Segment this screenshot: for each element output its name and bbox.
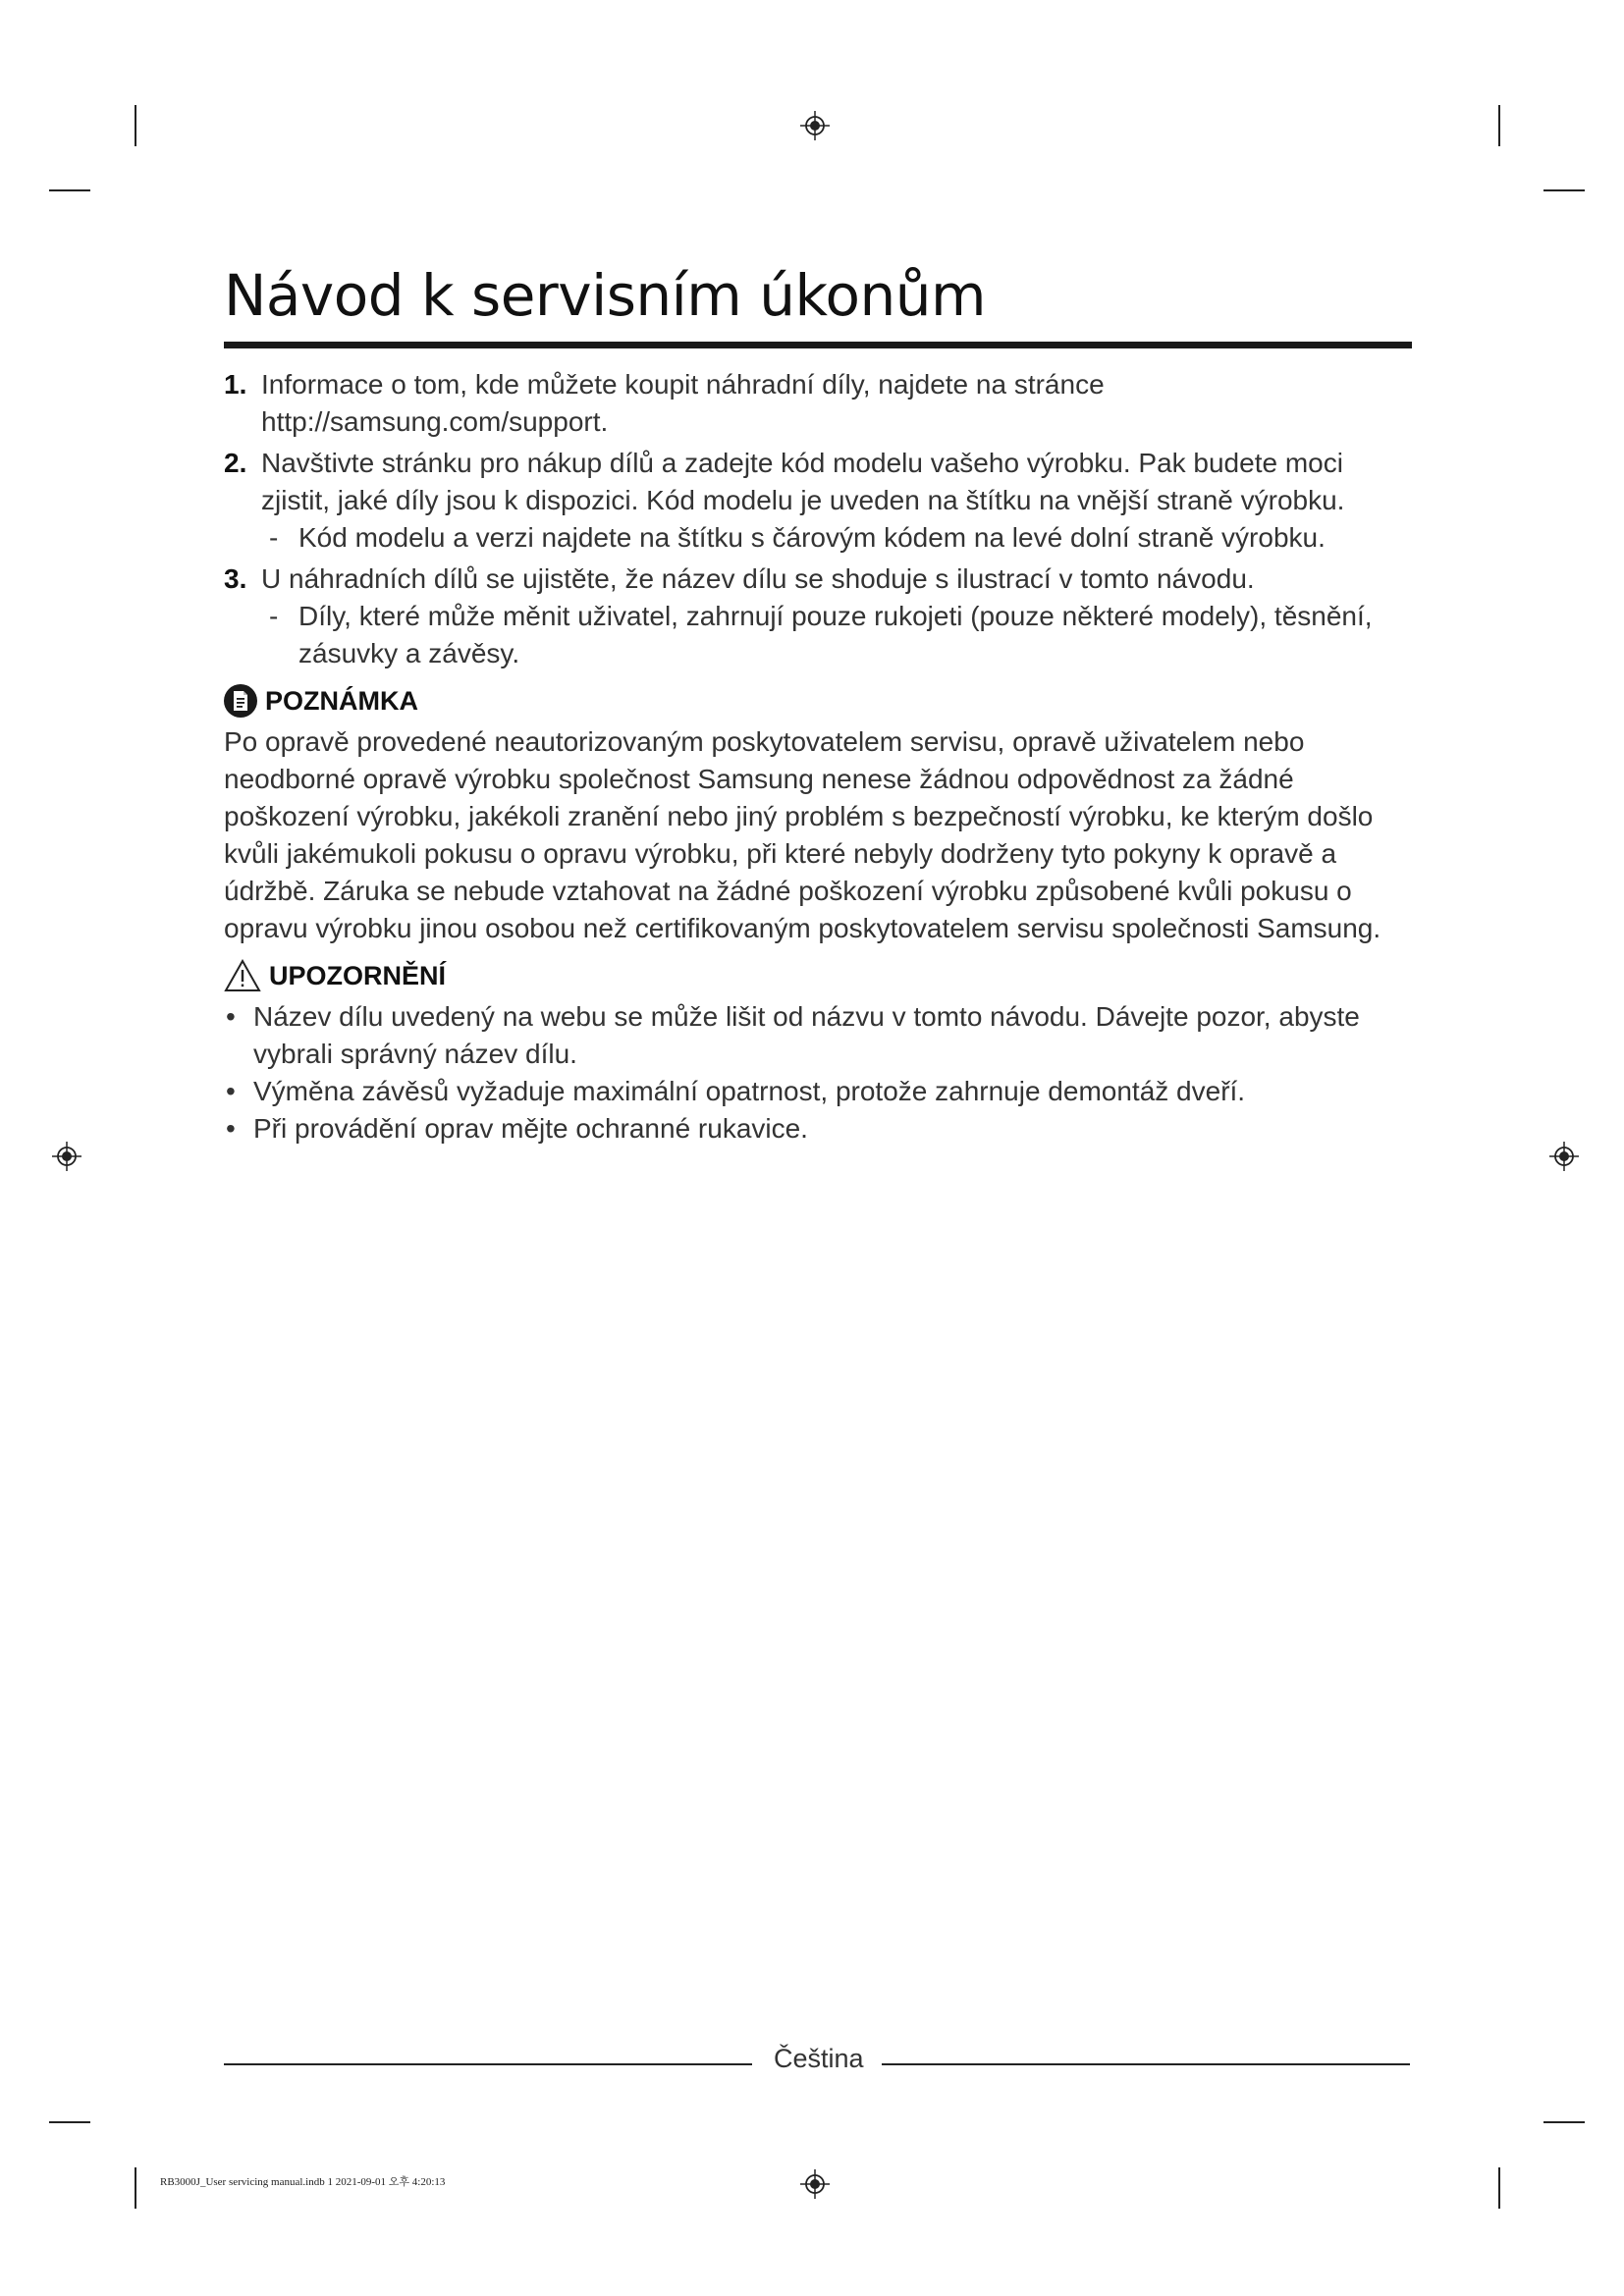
sub-list-item — [232, 598, 1412, 672]
crop-mark — [49, 2121, 90, 2123]
crop-mark — [1498, 2167, 1500, 2209]
sub-list-item — [232, 519, 1412, 557]
bullet-icon: • — [226, 1000, 236, 1032]
dash-marker: - — [269, 600, 279, 631]
note-heading — [224, 682, 1412, 720]
bullet-text: Název dílu uvedený na webu se může lišit od názvu v tomto návodu. Dávejte pozor, abyste vybrali správný název dílu. — [253, 1000, 1360, 1069]
list-item — [224, 445, 1412, 557]
list-item — [224, 998, 1412, 1073]
sub-item-text: Kód modelu a verzi najdete na štítku s čárovým kódem na levé dolní straně výrobku. — [298, 521, 1326, 553]
crop-mark — [1543, 189, 1585, 191]
bullet-text: Výměna závěsů vyžaduje maximální opatrnost, protože zahrnuje demontáž dveří. — [253, 1075, 1246, 1106]
crop-mark — [1498, 105, 1500, 146]
list-item — [224, 1110, 1412, 1148]
page-title: Návod k servisním úkonům — [224, 262, 987, 329]
crop-mark — [135, 2167, 136, 2209]
list-number: 1. — [224, 368, 247, 400]
list-item-text: U náhradních dílů se ujistěte, že název dílu se shoduje s ilustrací v tomto návodu. — [261, 562, 1255, 594]
list-item — [224, 366, 1412, 441]
footer-rule — [224, 2063, 752, 2065]
list-item-text: Navštivte stránku pro nákup dílů a zadejte kód modelu vašeho výrobku. Pak budete moci zjistit, jaké díly jsou k dispozici. Kód modelu je uveden na štítku na vnější straně výrobku. — [261, 447, 1345, 515]
registration-mark-icon — [800, 111, 830, 140]
list-item — [224, 1073, 1412, 1110]
list-item — [224, 561, 1412, 672]
print-imprint: RB3000J_User servicing manual.indb 1 2021-09-01 오후 4:20:13 — [160, 2176, 446, 2188]
page-content — [224, 262, 1412, 1148]
crop-mark — [1543, 2121, 1585, 2123]
registration-mark-icon — [1549, 1142, 1579, 1171]
footer-language: Čeština — [774, 2044, 864, 2073]
bullet-icon: • — [226, 1112, 236, 1144]
bullet-icon: • — [226, 1075, 236, 1106]
title-divider — [224, 342, 1412, 348]
registration-mark-icon — [52, 1142, 81, 1171]
note-heading-label: POZNÁMKA — [265, 685, 418, 716]
registration-mark-icon — [800, 2169, 830, 2199]
crop-mark — [49, 189, 90, 191]
dash-marker: - — [269, 521, 279, 553]
sub-item-text: Díly, které může měnit uživatel, zahrnují pouze rukojeti (pouze některé modely), těsnění, zásuvky a závěsy. — [298, 600, 1373, 668]
caution-heading — [224, 957, 1412, 994]
bullet-text: Při provádění oprav mějte ochranné rukavice. — [253, 1112, 808, 1144]
list-item-text: Informace o tom, kde můžete koupit náhradní díly, najdete na stránce http://samsung.com/support. — [261, 368, 1105, 437]
caution-heading-label: UPOZORNĚNÍ — [269, 960, 447, 990]
crop-mark — [135, 105, 136, 146]
page-footer — [224, 2044, 1410, 2083]
note-icon — [224, 684, 257, 718]
note-text: Po opravě provedené neautorizovaným poskytovatelem servisu, opravě uživatelem nebo neodborné opravě výrobku společnost Samsung nenese žádnou odpovědnost za žádné poškození výrobku, jakékoli zranění nebo jiný problém s bezpečností výrobku, ke kterým došlo kvůli jakémukoli pokusu o opravu výrobku, při které nebyly dodrženy tyto pokyny k opravě a údržbě. Záruka se nebude vztahovat na žádné poškození výrobku způsobené kvůli pokusu o opravu výrobku jinou osobou než certifikovaným poskytovatelem servisu společnosti Samsung. — [224, 725, 1381, 943]
footer-rule — [882, 2063, 1410, 2065]
list-number: 3. — [224, 562, 247, 594]
list-number: 2. — [224, 447, 247, 478]
warning-triangle-icon — [224, 959, 261, 992]
